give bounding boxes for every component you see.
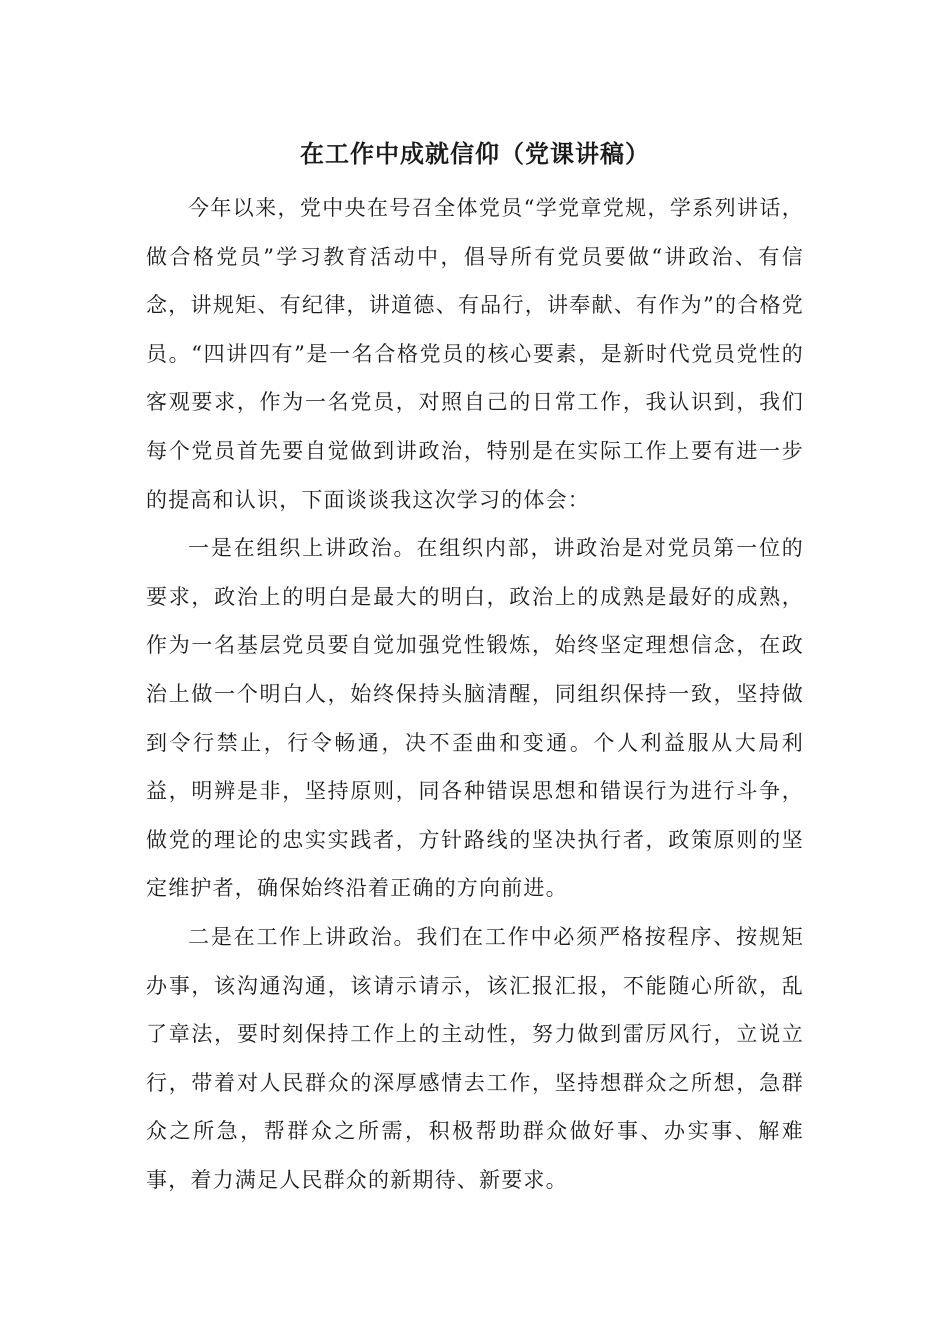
paragraph-work: 二是在工作上讲政治。我们在工作中必须严格按程序、按规矩办事，该沟通沟通，该请示请示，该汇报汇报，不能随心所欲，乱了章法，要时刻保持工作上的主动性，努力做到雷厉风行，立说立行，带着对人民群众的深厚感情去工作，坚持想群众之所想，急群众之所急，帮群众之所需，积极帮助群众做好事、办实事、解难事，着力满足人民群众的新期待、新要求。	[146, 924, 804, 1192]
document-title: 在工作中成就信仰（党课讲稿）	[300, 139, 650, 168]
paragraph-organization: 一是在组织上讲政治。在组织内部，讲政治是对党员第一位的要求，政治上的明白是最大的明白，政治上的成熟是最好的成熟，作为一名基层党员要自觉加强党性锻炼，始终坚定理想信念，在政治上做一个明白人，始终保持头脑清醒，同组织保持一致，坚持做到令行禁止，行令畅通，决不歪曲和变通。个人利益服从大局利益，明辨是非，坚持原则，同各种错误思想和错误行为进行斗争，做党的理论的忠实实践者，方针路线的坚决执行者，政策原则的坚定维护者，确保始终沿着正确的方向前进。	[146, 536, 804, 901]
paragraph-intro: 今年以来，党中央在号召全体党员“学党章党规，学系列讲话，做合格党员”学习教育活动中，倡导所有党员要做“讲政治、有信念，讲规矩、有纪律，讲道德、有品行，讲奉献、有作为”的合格党员。“四讲四有”是一名合格党员的核心要素，是新时代党员党性的客观要求，作为一名党员，对照自己的日常工作，我认识到，我们每个党员首先要自觉做到讲政治，特别是在实际工作上要有进一步的提高和认识，下面谈谈我这次学习的体会：	[146, 196, 804, 512]
